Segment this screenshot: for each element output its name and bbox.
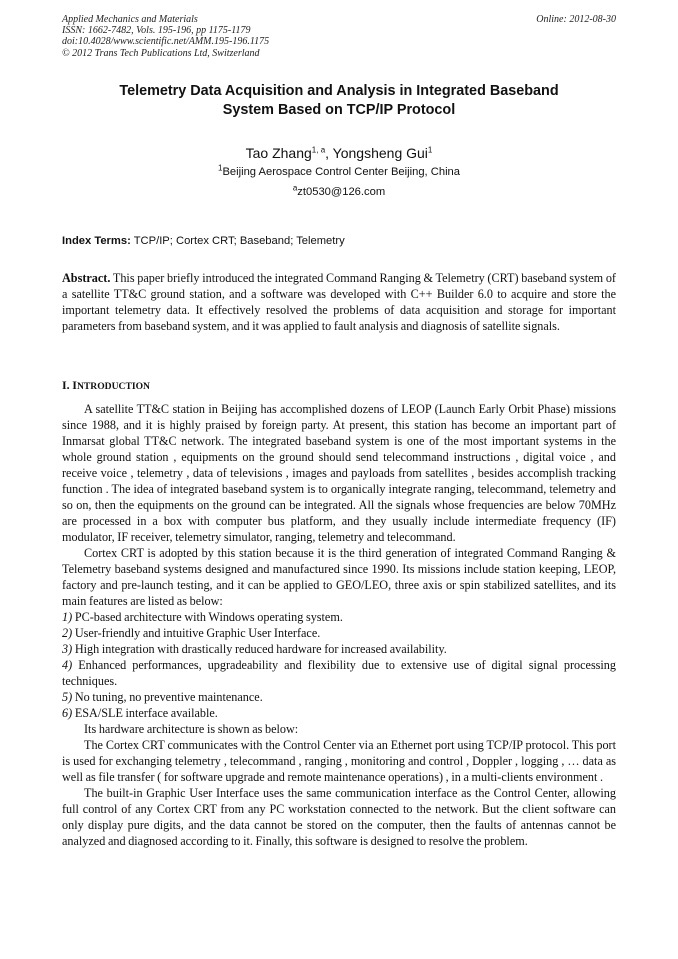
feature-item-2: 2) User-friendly and intuitive Graphic User Interface. <box>62 626 321 640</box>
affiliation-text: Beijing Aerospace Control Center Beijing, China <box>222 166 460 178</box>
feature-item-5: 5) No tuning, no preventive maintenance. <box>62 690 263 704</box>
author-1-affil: 1, a <box>311 145 326 155</box>
feature-item-3: 3) High integration with drastically reduced hardware for increased availability. <box>62 642 447 656</box>
author-list <box>62 145 616 161</box>
affiliation-marker: 1 <box>217 163 223 173</box>
section-heading-initial: I <box>72 378 77 392</box>
author-email <box>62 183 616 198</box>
section-introduction <box>62 377 616 849</box>
section-heading <box>62 377 616 395</box>
section-number: I. <box>62 378 73 392</box>
author-separator: , <box>325 145 333 161</box>
index-terms <box>62 235 616 247</box>
feature-item-6: 6) ESA/SLE interface available. <box>62 706 218 720</box>
copyright-line: © 2012 Trans Tech Publications Ltd, Switzerland <box>62 47 260 59</box>
section-heading-rest: NTRODUCTION <box>76 381 150 392</box>
affiliation <box>62 163 616 178</box>
intro-paragraph-4: The Cortex CRT communicates with the Control Center via an Ethernet port using TCP/IP protocol. This port is used for exchanging telemetry , telecommand , ranging , monitoring and control , Doppler , logging , … data as well as file transfer ( for software upgrade and remote maintenance operations) , in a multi-clients environment . <box>62 738 616 784</box>
index-terms-label: Index Terms: <box>62 235 131 247</box>
title-line-2: System Based on TCP/IP Protocol <box>222 102 456 118</box>
intro-paragraph-5: The built-in Graphic User Interface uses the same communication interface as the Control Center, allowing full control of any Cortex CRT from any PC workstation connected to the network. But the client software can only display pure digits, and the data cannot be stored on the computer, then the faults of antennas cannot be analyzed and diagnosed according to it. Finally, this software is designed to resolve the problem. <box>62 786 616 848</box>
paper-title <box>62 82 616 120</box>
journal-header <box>62 14 616 59</box>
author-2: Yongsheng Gui <box>332 145 428 161</box>
feature-item-1: 1) PC-based architecture with Windows operating system. <box>62 610 343 624</box>
issn-line: ISSN: 1662-7482, Vols. 195-196, pp 1175-1179 <box>62 25 251 37</box>
index-terms-text: TCP/IP; Cortex CRT; Baseband; Telemetry <box>133 235 345 247</box>
feature-item-4: 4) Enhanced performances, upgradeability and flexibility due to extensive use of digital signal processing techniques. <box>62 658 616 688</box>
intro-paragraph-2: Cortex CRT is adopted by this station because it is the third generation of integrated Command Ranging & Telemetry baseband systems designed and manufactured since 1990. Its missions include station keeping, LEOP, factory and pre-launch testing, and it can be applied to GEO/LEO, three axis or spin stabilized satellites, and its main features are listed as below: <box>62 546 616 608</box>
title-line-1: Telemetry Data Acquisition and Analysis in Integrated Baseband <box>119 83 559 99</box>
email-text: zt0530@126.com <box>297 186 386 198</box>
email-marker: a <box>292 183 298 193</box>
abstract-label: Abstract. <box>62 271 111 285</box>
author-2-affil: 1 <box>427 145 433 155</box>
abstract <box>62 270 616 334</box>
online-date: Online: 2012-08-30 <box>536 14 616 25</box>
author-1: Tao Zhang <box>245 145 312 161</box>
doi-line: doi:10.4028/www.scientific.net/AMM.195-196.1175 <box>62 36 270 48</box>
intro-paragraph-1: A satellite TT&C station in Beijing has accomplished dozens of LEOP (Launch Early Orbit Phase) missions since 1988, and it is highly praised by foreign party. At present, this station has become an important part of Inmarsat global TT&C network. The integrated baseband system is one of the most important systems in the whole ground station , equipments on the ground should send telecommand instructions , digital voice , and receive voice , telemetry , data of televisions , images and payloads from satellites , besides accomplish tracking function . The idea of integrated baseband system is to organically integrate ranging, telecommand, telemetry and so on, then the equipments on the ground can be integrated. All the signals whose frequencies are below 70MHz are processed in a box with computer bus platform, and they usually include intermediate frequency (IF) modulator, IF receiver, telemetry simulator, ranging, telemetry and telecommand. <box>62 402 616 544</box>
journal-name: Applied Mechanics and Materials <box>62 14 198 25</box>
intro-paragraph-3: Its hardware architecture is shown as below: <box>84 722 299 736</box>
abstract-text: This paper briefly introduced the integrated Command Ranging & Telemetry (CRT) baseband system of a satellite TT&C ground station, and a software was developed with C++ Builder 6.0 to acquire and store the important telemetry data. It effectively resolved the problems of data acquisition and storage for important parameters from baseband system, and it was applied to fault analysis and diagnosis of satellite signals. <box>62 271 616 333</box>
